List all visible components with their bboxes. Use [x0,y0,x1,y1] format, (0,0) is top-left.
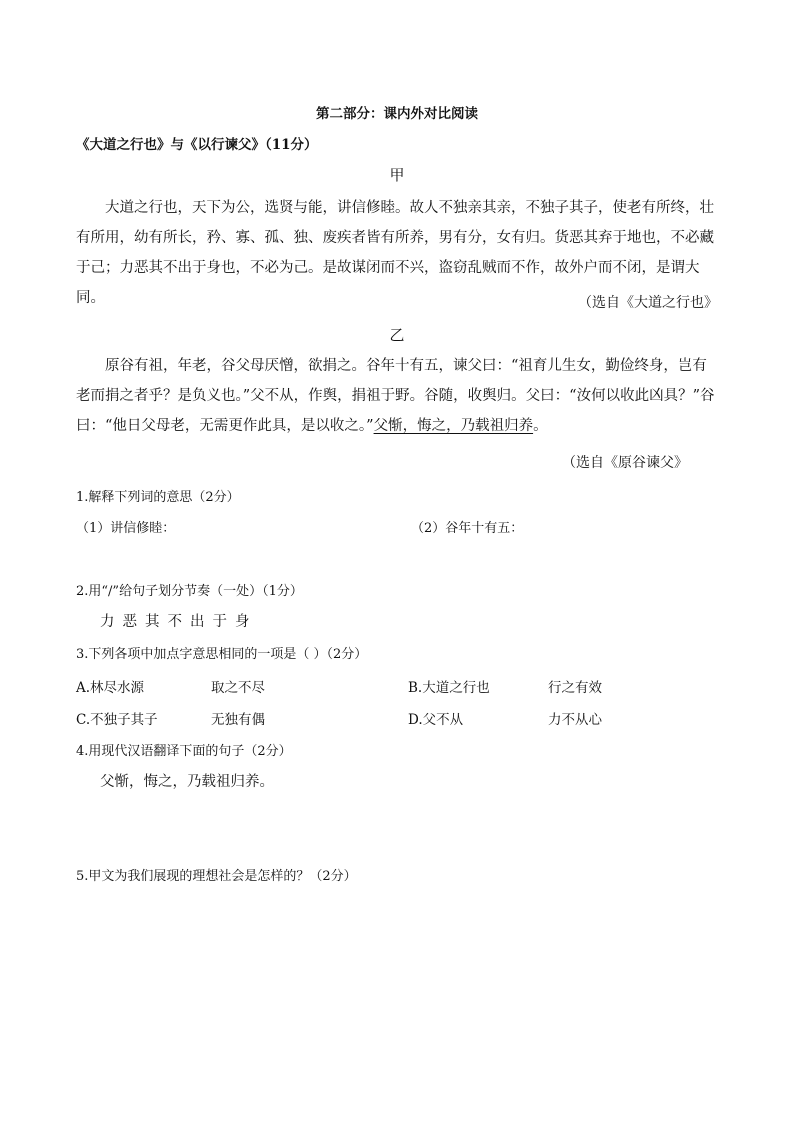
question-2-sentence: 力恶其不出于身 [100,614,258,630]
question-5-title: 5.甲文为我们展现的理想社会是怎样的？（2分） [76,869,357,884]
option-d: D.父不从 [408,712,464,728]
passage-yi-source: （选自《原谷谏父》 [562,455,688,471]
question-1-item-a: （1）讲信修睦： [76,521,176,536]
passage-yi-label: 乙 [389,326,405,344]
option-d-pair: 力不从心 [548,712,602,728]
option-c: C.不独子其子 [76,712,158,728]
option-a: A.林尽水源 [76,680,145,696]
option-c-pair: 无独有偶 [211,712,265,728]
question-1-item-b: （2）谷年十有五： [411,521,524,536]
passage-yi-underlined: 父惭，悔之，乃载祖归养 [373,418,534,434]
passage-yi-text [76,351,719,441]
question-4-title: 4.用现代汉语翻译下面的句子（2分） [76,744,292,759]
question-3-title: 3.下列各项中加点字意思相同的一项是（ ）（2分） [76,647,368,662]
passage-jia-label: 甲 [389,166,405,184]
passage-yi-body: 原谷有祖，年老，谷父母厌憎，欲捐之。谷年十有五，谏父曰：“祖育儿生女，勤俭终身，岂有老而捐之者乎？是负义也。”父不从，作舆，捐祖于野。谷随，收舆归。父曰：“汝何以收此凶具？”谷曰：“他日父母老，无需更作此具，是以收之。” [76,358,715,434]
passage-jia-body: 大道之行也，天下为公，选贤与能，讲信修睦。故人不独亲其亲，不独子其子，使老有所终，壮有所用，幼有所长，矜、寡、孤、独、废疾者皆有所养，男有分，女有归。货恶其弃于地也，不必藏于己；力恶其不出于身也，不必为己。是故谋闭而不兴，盗窃乱贼而不作，故外户而不闭，是谓大同。 [76,200,714,306]
question-2-title: 2.用“/”给句子划分节奏（一处）（1分） [76,584,303,599]
passage-heading: 《大道之行也》与《以行谏父》（11分） [76,137,318,153]
option-b-pair: 行之有效 [548,680,602,696]
passage-jia-source: （选自《大道之行也》 [578,295,718,311]
question-1-title: 1.解释下列词的意思（2分） [76,490,240,505]
section-title: 第二部分：课内外对比阅读 [316,106,478,122]
question-4-sentence: 父惭，悔之，乃载祖归养。 [100,774,274,790]
passage-yi-end: 。 [533,418,548,434]
option-a-pair: 取之不尽 [211,680,265,696]
option-b: B.大道之行也 [408,680,490,696]
